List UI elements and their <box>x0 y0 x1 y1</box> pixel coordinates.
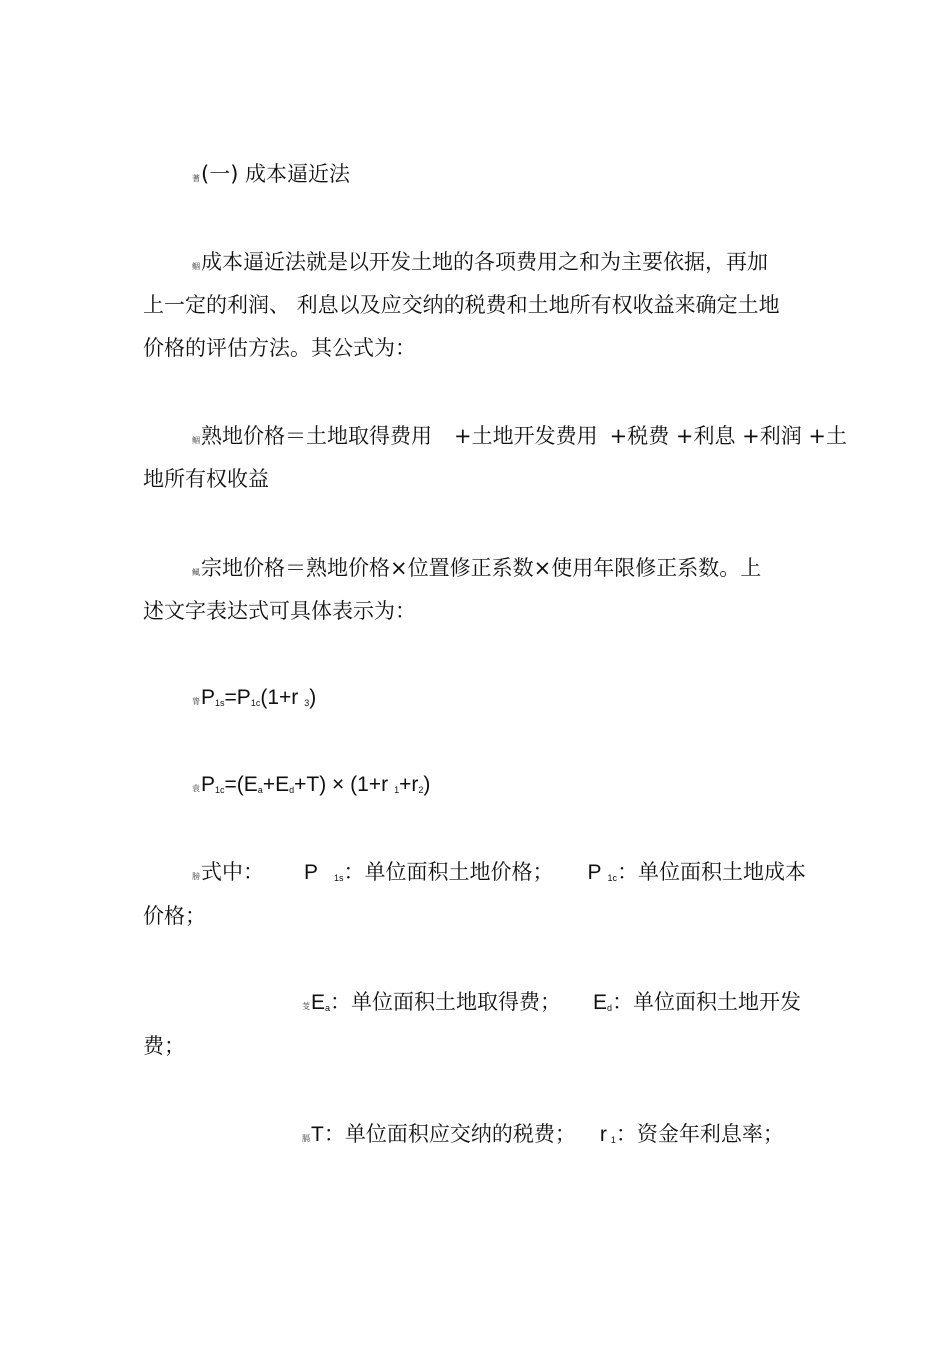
intro-line-3: 价格的评估方法。其公式为： <box>143 336 416 360</box>
equation-2: 袁$P_{1c}=(E_a+E_d+T) \times (1+r$ $_1+r_2$) <box>192 773 431 796</box>
paragraph-marker: 膈 <box>302 1134 310 1143</box>
paragraph-marker: 蓍 <box>192 174 200 183</box>
paragraph-marker: 芰 <box>302 1002 310 1011</box>
intro-line-1: 鲴成本逼近法就是以开发土地的各项费用之和为主要依据，再加 <box>192 250 768 274</box>
equation-1: 膂$P_{1s}=P_{1c}(1+r$ $_3$) <box>192 686 317 709</box>
section-title: (一) 成本逼近法 <box>201 162 351 186</box>
paragraph-marker: 膀 <box>192 872 200 881</box>
paragraph-marker: 鲺 <box>192 568 200 577</box>
definition-1-line-1: 膀式中： P $_{1s}$：单位面积土地价格； P $_{1c}$：单位面积土地成本 <box>192 860 807 884</box>
paragraph-marker: 鲴 <box>192 436 200 445</box>
formula-text-2-line-2: 述文字表达式可具体表示为： <box>143 599 416 623</box>
definition-1-line-2: 价格； <box>143 904 206 928</box>
section-heading <box>192 162 350 191</box>
intro-line-2: 上一定的利润、 利息以及应交纳的税费和土地所有权收益来确定土地 <box>143 293 780 317</box>
definition-2-line-1: 芰$E_a$：单位面积土地取得费； $E_d$：单位面积土地开发 <box>302 990 802 1014</box>
paragraph-marker: 膂 <box>192 697 200 706</box>
formula-text-1-line-2: 地所有权收益 <box>143 467 269 491</box>
formula-text-1-line-1: 鲴熟地价格＝土地取得费用 +土地开发费用 +税费 +利息 +利润 +土 <box>192 424 848 448</box>
paragraph-marker: 鲴 <box>192 262 200 271</box>
definition-2-line-2: 费； <box>143 1034 185 1058</box>
formula-text-2-line-1: 鲺宗地价格＝熟地价格×位置修正系数×使用年限修正系数。上 <box>192 556 762 580</box>
paragraph-marker: 袁 <box>192 784 200 793</box>
definition-3-line-1: 膈T：单位面积应交纳的税费； r $_1$：资金年利息率； <box>302 1122 784 1146</box>
